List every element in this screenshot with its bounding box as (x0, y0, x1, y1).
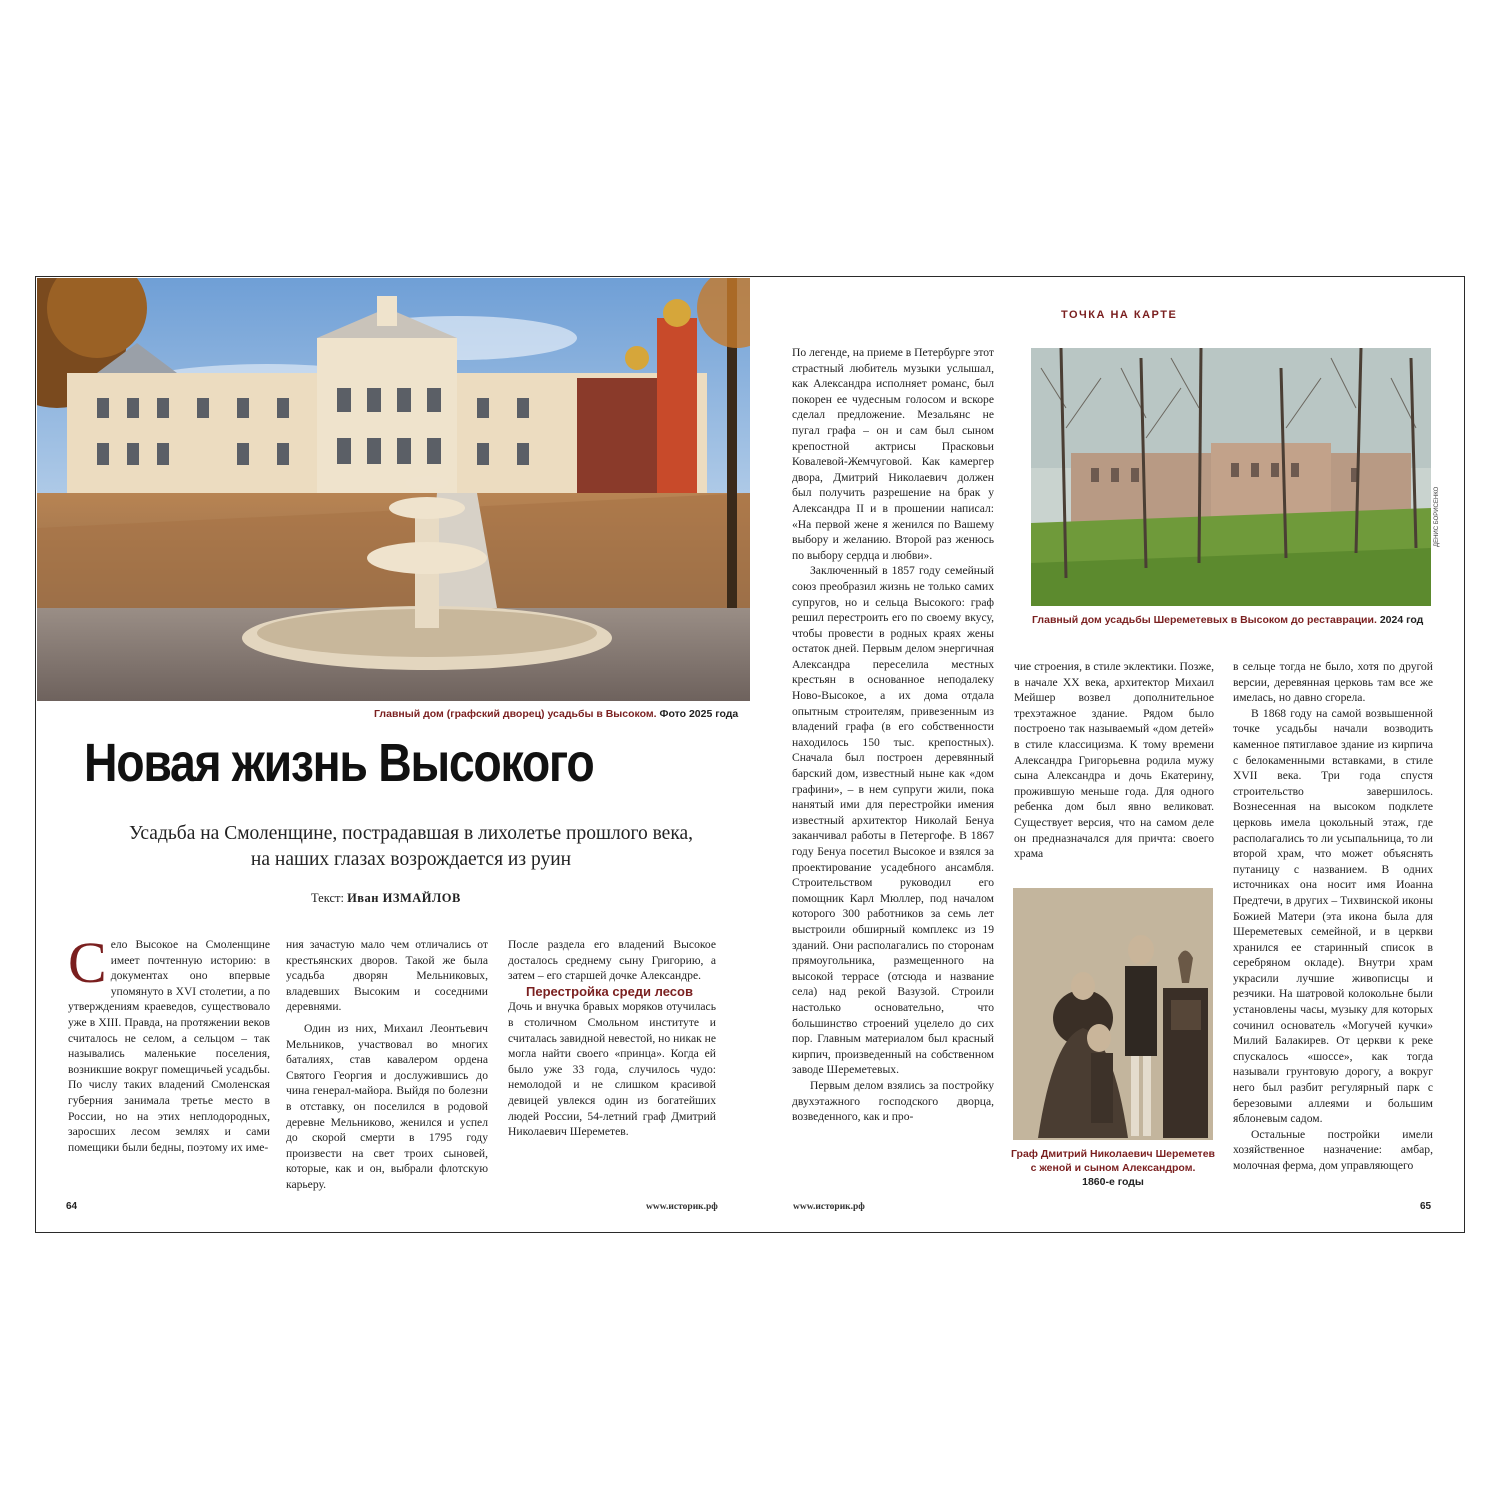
byline-prefix: Текст: (311, 891, 344, 905)
subtitle-line-2: на наших глазах возрождается из руин (250, 849, 572, 870)
palace-caption-year: Фото 2025 года (659, 708, 739, 720)
section-label: ТОЧКА НА КАРТЕ (1061, 309, 1178, 321)
column-6 (1233, 659, 1433, 1174)
section-subheading: Перестройка среди лесов (526, 983, 693, 999)
column-1-text: ело Высокое на Смоленщине имеет почтенную историю: в документах оно впервые упомянуто в XVI столетии, а по утверждениям краеведов, существовало уже в XIII. Правда, на протяжении веков считалось не селом, а сельцом – так назывались маленькие поселения, возникшие вокруг помещичьей усадьбы. По числу таких владений Смоленская губерния занимала третье место в России, но на этих неплодородных, заросших лесом землях и сами помещики были бедны, поэтому их име- (68, 938, 270, 1154)
estate-caption-text: Главный дом усадьбы Шереметевых в Высоком до реставрации. (1032, 614, 1377, 626)
article-subtitle (66, 821, 756, 873)
column-6-paragraph-2: В 1868 году на самой возвышенной точке усадьбы начали возводить каменное пятиглавое здание из кирпича с белокаменными вставками, в стиле XVII века. Три года спустя строительство завершилось. Вознесенная на высоком подклете церковь имела цокольный этаж, где располагались то ли усыпальница, то ли второй храм, что может объяснять путаницу с названием. В одних источниках она носит имя Иоанна Предтечи, в других – Тихвинской иконы Божией Матери (эта икона была для Шереметевых семейной, и в церкви хранился ее старинный список в серебряном окладе). Внутри храм украсили лучшие живописцы и резчики. На шатровой колокольне были установлены часы, музыку для которых сочинил основатель «Могучей кучки» Милий Балакирев. От церкви к реке спускалось «шоссе», как тогда называли грунтовую дорогу, а вокруг него был разбит регулярный парк с березовыми аллеями и большим яблоневым садом. (1233, 706, 1433, 1126)
family-portrait-image (1013, 888, 1213, 1140)
column-6-paragraph-1: в сельце тогда не было, хотя по другой версии, деревянная церковь там все же имелась, но давно сгорела. (1233, 660, 1433, 705)
column-5 (1014, 659, 1214, 862)
estate-caption-year: 2024 год (1379, 614, 1424, 626)
column-4-paragraph-2: Заключенный в 1857 году семейный союз преобразил жизнь не только самих супругов, но и сельца Высокого: граф решил перестроить его по своему вкусу, чтобы провести в родных краях жены остаток дней. Первым делом энергичная Александра переселила местных крестьян в основанное неподалеку Ново-Высокое, а их дома отдала опытным строителям, привезенным из владений графа (в его собственности находилось 150 тыс. крепостных). Сначала был построен деревянный барский дом, известный ныне как «дом графини», – в нем супруги жили, пока нанятый ими для перестройки имения известный архитектор Николай Бенуа заканчивал работы в Петергофе. В 1867 году Бенуа посетил Высокое и взялся за проектирование усадебного ансамбля. Строительством руководил его помощник Карл Мюллер, под началом которого 300 работников за семь лет выстроили обширный комплекс из 19 зданий. Они располагались по сторонам прямоугольника, размещенного на высокой террасе (отсюда и название села) над рекой Вазузой. Строили настолько основательно, что большинство строений уцелело до сих пор. Главным материалом был красный кирпич, произведенный на собственном заводе Шереметевых. (792, 564, 994, 1077)
column-2-paragraph-2: Один из них, Михаил Леонтьевич Мельников, участвовал во многих баталиях, став кавалером ордена Святого Георгия и дослужившись до чина генерал-майора. Выйдя по болезни в отставку, он поселился в родовой деревне Мельниково, женился и успел до скорой смерти в 1795 году произвести на свет троих сыновей, которые, как и он, выбрали флотскую карьеру. (286, 1021, 488, 1191)
column-4-paragraph-3: Первым делом взялись за постройку двухэтажного господского дворца, возведенного, как и про- (792, 1078, 994, 1124)
subtitle-line-1: Усадьба на Смоленщине, пострадавшая в лихолетье прошлого века, (128, 823, 694, 844)
column-3-paragraph-2: Дочь и внучка бравых моряков отучилась в столичном Смольном институте и считалась завидной невестой, но никак не могла найти своего «принца». Когда ей было уже 33 года, случилось чудо: немолодой и не слишком красивой девицей увлекся один из богатейших людей России, 54-летний граф Дмитрий Николаевич Шереметев. (508, 1000, 716, 1139)
site-url-left: www.историк.рф (646, 1202, 718, 1212)
article-title: Новая жизнь Высокого (84, 733, 594, 793)
family-caption-year: 1860-е годы (1082, 1176, 1144, 1188)
column-5-text: чие строения, в стиле эклектики. Позже, в начале XX века, архитектор Михаил Мейшер возвел дополнительное трехэтажное здание. Рядом было построено так называемый «дом детей» в стиле классицизма. К тому времени Александра Григорьевна родила мужу сына Александра и дочь Екатерину, прожившую меньше года. Для одного ребенка дом был явно великоват. Существует версия, что на самом деле он предназначался для причта: своего храма (1014, 660, 1214, 861)
palace-photo (37, 278, 750, 701)
column-1 (68, 930, 270, 1155)
byline (311, 891, 461, 906)
column-4-paragraph-1: По легенде, на приеме в Петербурге этот страстный любитель музыки услышал, как Александра исполняет романс, был покорен ее чудесным голосом и вскоре сделал предложение. Мезальянс не пугал графа – он и сам был сыном крепостной актрисы Прасковьи Ковалевой-Жемчуговой. Как камергер двора, Дмитрий Николаевич должен был получить разрешение на брак у Александра II и в прошении написал: «На первой жене я женился по Вашему выбору и желанию. Второй раз женюсь по выбору сердца и любви». (792, 346, 994, 562)
photo-credit: ДЕНИС БОРИСЕНКО (1434, 486, 1440, 547)
palace-photo-caption (374, 707, 738, 721)
column-3 (508, 937, 716, 1140)
family-caption-text: Граф Дмитрий Николаевич Шереметев с женой и сыном Александром. (1011, 1148, 1215, 1174)
family-portrait-caption (1011, 1147, 1215, 1189)
estate-before-image (1031, 348, 1431, 606)
estate-before-photo (1031, 348, 1431, 606)
palace-photo-image (37, 278, 750, 701)
page-number-left: 64 (66, 1201, 78, 1212)
page-number-right: 65 (1420, 1201, 1432, 1212)
palace-caption-text: Главный дом (графский дворец) усадьбы в Высоком. (374, 708, 657, 720)
dropcap: С (68, 930, 107, 995)
estate-before-caption (1032, 613, 1423, 627)
column-2-paragraph-1: ния зачастую мало чем отличались от крестьянских дворов. Такой же была усадьба дворян Мельниковых, владевших Высоким и соседними деревнями. (286, 938, 488, 1014)
column-6-paragraph-3: Остальные постройки имели хозяйственное назначение: амбар, молочная ферма, дом управляющего (1233, 1127, 1433, 1172)
magazine-spread (35, 276, 1465, 1233)
column-3-paragraph-1: После раздела его владений Высокое досталось среднему сыну Григорию, а затем – его старшей дочке Александре. (508, 938, 716, 983)
family-portrait-photo (1013, 888, 1213, 1140)
site-url-right: www.историк.рф (793, 1202, 865, 1212)
byline-author: Иван ИЗМАЙЛОВ (347, 891, 461, 905)
column-4 (792, 345, 994, 1125)
column-2 (286, 937, 488, 1193)
